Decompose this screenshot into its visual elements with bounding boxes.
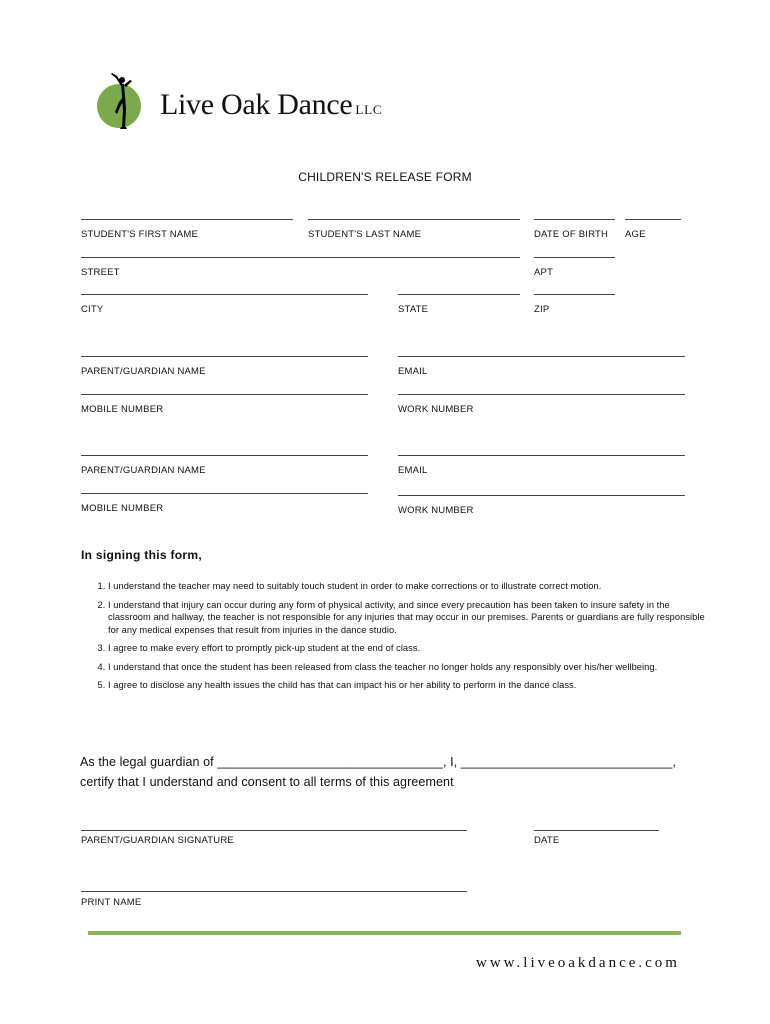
terms-item: 3. I agree to make every effort to promptly pick-up student at the end of class. [108,642,708,655]
terms-item: 5. I agree to disclose any health issues the child has that can impact his or her ability to perform in the dance class. [108,679,708,692]
guardian-2-work-field[interactable] [398,495,685,496]
guardian-2-mobile-label: MOBILE NUMBER [81,503,164,514]
student-last-name-field[interactable] [308,219,520,220]
consent-statement-line-1: As the legal guardian of ________________________________, I, ______________________________, [80,755,676,769]
city-label: CITY [81,304,104,315]
print-name-label: PRINT NAME [81,897,142,908]
guardian-2-email-field[interactable] [398,455,685,456]
guardian-signature-field[interactable] [81,830,467,831]
street-label: STREET [81,267,120,278]
guardian-1-work-label: WORK NUMBER [398,404,474,415]
guardian-2-work-label: WORK NUMBER [398,505,474,516]
terms-list [80,580,708,698]
consent-statement-line-2: certify that I understand and consent to all terms of this agreement [80,775,454,789]
city-field[interactable] [81,294,368,295]
date-label: DATE [534,835,560,846]
brand-name: Live Oak Dance LLC [160,88,383,121]
guardian-2-name-label: PARENT/GUARDIAN NAME [81,465,206,476]
guardian-2-mobile-field[interactable] [81,493,368,494]
apt-field[interactable] [534,257,615,258]
footer-divider [88,931,681,935]
apt-label: APT [534,267,554,278]
print-name-field[interactable] [81,891,467,892]
state-field[interactable] [398,294,520,295]
guardian-1-mobile-field[interactable] [81,394,368,395]
state-label: STATE [398,304,429,315]
terms-item: 1. I understand the teacher may need to suitably touch student in order to make corrections or to illustrate correct motion. [108,580,708,593]
guardian-1-mobile-label: MOBILE NUMBER [81,404,164,415]
guardian-signature-label: PARENT/GUARDIAN SIGNATURE [81,835,234,846]
guardian-1-name-label: PARENT/GUARDIAN NAME [81,366,206,377]
guardian-1-name-field[interactable] [81,356,368,357]
terms-heading: In signing this form, [81,548,202,562]
guardian-2-name-field[interactable] [81,455,368,456]
form-title: CHILDREN'S RELEASE FORM [298,170,472,184]
age-field[interactable] [625,219,681,220]
guardian-1-work-field[interactable] [398,394,685,395]
student-last-name-label: STUDENT'S LAST NAME [308,229,422,240]
age-label: AGE [625,229,646,240]
dancer-silhouette-icon [95,70,157,132]
terms-item: 2. I understand that injury can occur during any form of physical activity, and since every precaution has been taken to insure safety in the classroom and hallway, the teacher is not responsible for any injuries that may occur in our premises. Parents or guardians are fully responsible for any medical expenses that result from injuries in the dance studio. [108,599,708,637]
guardian-1-email-label: EMAIL [398,366,428,377]
student-first-name-label: STUDENT'S FIRST NAME [81,229,199,240]
brand-suffix: LLC [355,102,383,117]
zip-label: ZIP [534,304,550,315]
date-of-birth-label: DATE OF BIRTH [534,229,609,240]
street-field[interactable] [81,257,520,258]
terms-item: 4. I understand that once the student has been released from class the teacher no longer holds any responsibly over his/her wellbeing. [108,661,708,674]
date-field[interactable] [534,830,659,831]
date-of-birth-field[interactable] [534,219,615,220]
zip-field[interactable] [534,294,615,295]
guardian-1-email-field[interactable] [398,356,685,357]
website-url: www.liveoakdance.com [476,955,680,971]
guardian-2-email-label: EMAIL [398,465,428,476]
student-first-name-field[interactable] [81,219,293,220]
